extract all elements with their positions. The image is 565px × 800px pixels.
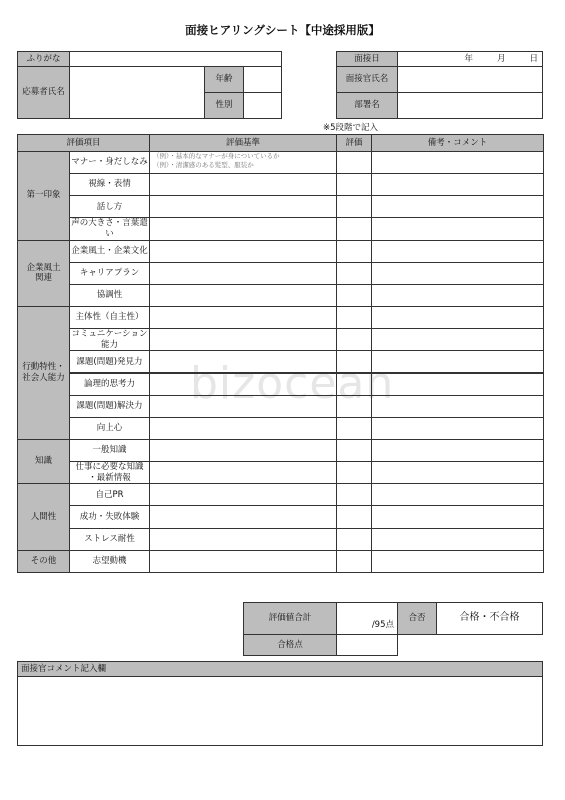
criteria-field[interactable] — [149, 461, 337, 484]
criteria-field[interactable] — [149, 173, 337, 196]
remarks-field[interactable] — [371, 439, 544, 462]
watermark: bizocean — [190, 358, 395, 409]
rating-field[interactable] — [336, 350, 372, 373]
header-remarks: 備考・コメント — [371, 134, 544, 152]
criteria-field[interactable] — [149, 483, 337, 506]
scale-note: ※5段階で記入 — [323, 123, 379, 133]
eval-item-label: キャリアプラン — [69, 262, 150, 285]
criteria-field[interactable] — [149, 350, 337, 373]
department-field[interactable] — [397, 92, 543, 119]
pass-fail-label: 合否 — [397, 602, 437, 635]
criteria-field[interactable] — [149, 195, 337, 218]
comment-label: 面接官コメント記入欄 — [17, 661, 543, 677]
department-label: 部署名 — [336, 92, 398, 119]
remarks-field[interactable] — [371, 328, 544, 351]
criteria-field[interactable] — [149, 151, 337, 174]
criteria-field[interactable] — [149, 439, 337, 462]
furigana-label: ふりがな — [17, 51, 70, 67]
rating-field[interactable] — [336, 306, 372, 329]
remarks-field[interactable] — [371, 483, 544, 506]
criteria-field[interactable] — [149, 240, 337, 263]
eval-item-label: 課題(問題)解決力 — [69, 395, 150, 418]
rating-field[interactable] — [336, 461, 372, 484]
total-score-field[interactable]: /95点 — [336, 602, 398, 635]
remarks-field[interactable] — [371, 306, 544, 329]
criteria-field[interactable] — [149, 284, 337, 307]
rating-field[interactable] — [336, 240, 372, 263]
header-eval-item: 評価項目 — [17, 134, 150, 152]
eval-item-label: 論理的思考力 — [69, 373, 150, 396]
page-title: 面接ヒアリングシート【中途採用版】 — [185, 23, 380, 37]
rating-field[interactable] — [336, 373, 372, 396]
criteria-field[interactable] — [149, 550, 337, 573]
gender-field[interactable] — [243, 92, 282, 119]
group-label: 第一印象 — [17, 151, 70, 241]
rating-field[interactable] — [336, 173, 372, 196]
rating-field[interactable] — [336, 439, 372, 462]
month-label: 月 — [496, 53, 506, 64]
remarks-field[interactable] — [371, 262, 544, 285]
interviewer-field[interactable] — [397, 66, 543, 93]
remarks-field[interactable] — [371, 550, 544, 573]
criteria-example: （例）・基本的なマナーが身についているか — [153, 152, 280, 160]
rating-field[interactable] — [336, 195, 372, 218]
rating-field[interactable] — [336, 528, 372, 551]
eval-item-label: 話し方 — [69, 195, 150, 218]
interview-date-field[interactable] — [397, 51, 543, 67]
criteria-field[interactable] — [149, 395, 337, 418]
criteria-field[interactable] — [149, 373, 337, 396]
age-field[interactable] — [243, 66, 282, 93]
eval-item-label: 主体性（自主性） — [69, 306, 150, 329]
interview-date-label: 面接日 — [336, 51, 398, 67]
group-label: 知識 — [17, 439, 70, 484]
criteria-field[interactable] — [149, 217, 337, 240]
rating-field[interactable] — [336, 505, 372, 528]
pass-fail-field[interactable]: 合格・不合格 — [436, 602, 543, 635]
remarks-field[interactable] — [371, 195, 544, 218]
eval-item-label: 成功・失敗体験 — [69, 505, 150, 528]
group-label: 企業風土 関連 — [17, 240, 70, 307]
rating-field[interactable] — [336, 395, 372, 418]
eval-item-label: 向上心 — [69, 417, 150, 440]
furigana-field[interactable] — [69, 51, 282, 67]
eval-item-label: 一般知識 — [69, 439, 150, 462]
rating-field[interactable] — [336, 550, 372, 573]
remarks-field[interactable] — [371, 373, 544, 396]
criteria-field[interactable] — [149, 417, 337, 440]
criteria-field[interactable] — [149, 528, 337, 551]
group-label: その他 — [17, 550, 70, 573]
header-criteria: 評価基準 — [149, 134, 337, 152]
rating-field[interactable] — [336, 151, 372, 174]
gender-label: 性別 — [204, 92, 244, 119]
criteria-example: （例）・清潔感のある髪型、服装か — [153, 160, 254, 169]
remarks-field[interactable] — [371, 151, 544, 174]
group-label: 人間性 — [17, 483, 70, 550]
eval-item-label: コミュニケーション能力 — [69, 328, 150, 351]
remarks-field[interactable] — [371, 217, 544, 240]
comment-field[interactable] — [17, 676, 543, 746]
remarks-field[interactable] — [371, 528, 544, 551]
remarks-field[interactable] — [371, 284, 544, 307]
remarks-field[interactable] — [371, 350, 544, 373]
rating-field[interactable] — [336, 262, 372, 285]
passing-score-label: 合格点 — [243, 634, 337, 656]
eval-item-label: 課題(問題)発見力 — [69, 350, 150, 373]
applicant-name-field[interactable] — [69, 66, 205, 119]
eval-item-label: 企業風土・企業文化 — [69, 240, 150, 263]
eval-item-label: 仕事に必要な知識 ・最新情報 — [69, 461, 150, 484]
rating-field[interactable] — [336, 284, 372, 307]
passing-score-field[interactable] — [336, 634, 398, 656]
eval-item-label: ストレス耐性 — [69, 528, 150, 551]
eval-item-label: 視線・表情 — [69, 173, 150, 196]
criteria-field[interactable] — [149, 262, 337, 285]
rating-field[interactable] — [336, 483, 372, 506]
rating-field[interactable] — [336, 328, 372, 351]
rating-field[interactable] — [336, 217, 372, 240]
total-score-label: 評価値合計 — [243, 602, 337, 635]
remarks-field[interactable] — [371, 240, 544, 263]
group-label: 行動特性・ 社会人能力 — [17, 306, 70, 440]
criteria-field[interactable] — [149, 306, 337, 329]
interviewer-label: 面接官氏名 — [336, 66, 398, 93]
header-rating: 評価 — [336, 134, 372, 152]
applicant-name-label: 応募者氏名 — [17, 66, 70, 119]
eval-item-label: 協調性 — [69, 284, 150, 307]
remarks-field[interactable] — [371, 505, 544, 528]
eval-item-label: 自己PR — [69, 483, 150, 506]
remarks-field[interactable] — [371, 395, 544, 418]
eval-item-label: マナー・身だしなみ — [69, 151, 150, 174]
age-label: 年齢 — [204, 66, 244, 93]
eval-item-label: 志望動機 — [69, 550, 150, 573]
criteria-field[interactable] — [149, 328, 337, 351]
criteria-field[interactable] — [149, 505, 337, 528]
day-label: 日 — [529, 53, 538, 64]
year-label: 年 — [464, 53, 473, 64]
rating-field[interactable] — [336, 417, 372, 440]
remarks-field[interactable] — [371, 461, 544, 484]
remarks-field[interactable] — [371, 173, 544, 196]
remarks-field[interactable] — [371, 417, 544, 440]
eval-item-label: 声の大きさ・言葉遣い — [69, 217, 150, 240]
